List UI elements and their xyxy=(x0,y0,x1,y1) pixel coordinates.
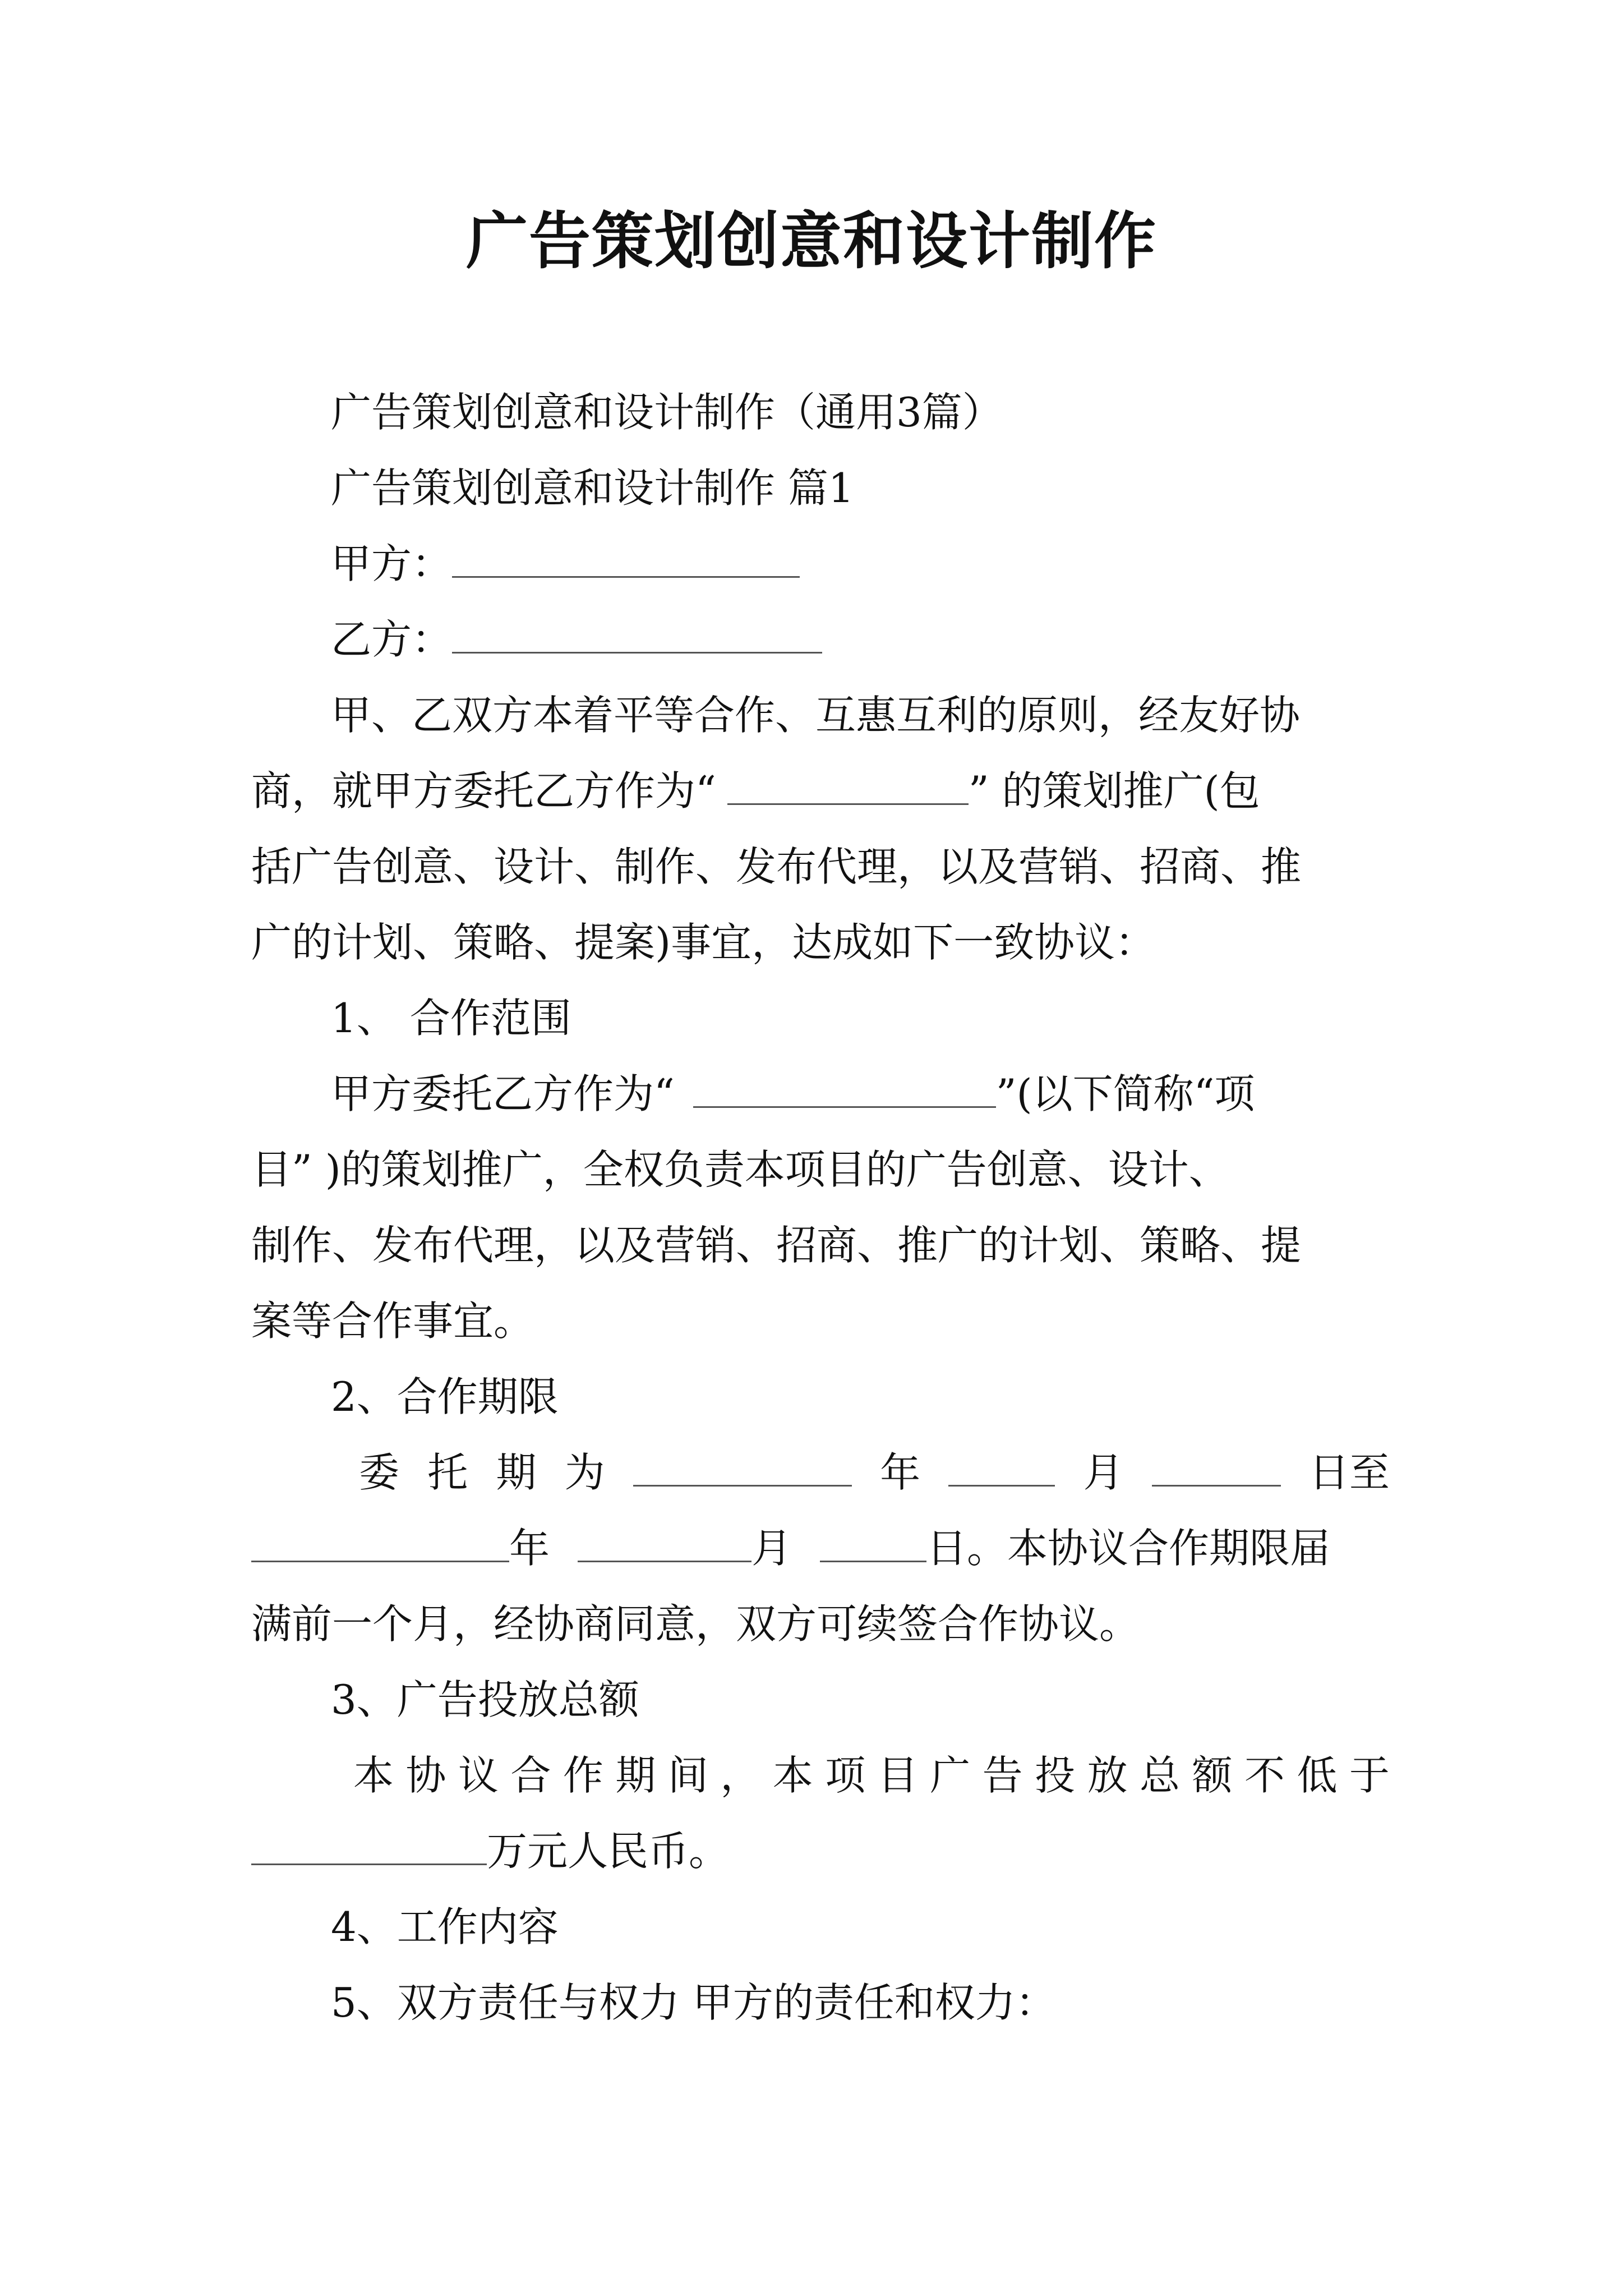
para4-char: 放 xyxy=(1087,1752,1128,1799)
para3-line2-rest: 日。本协议合作期限届 xyxy=(926,1525,1331,1572)
item2-heading: 2、合作期限 xyxy=(331,1373,559,1420)
para4-char: 合 xyxy=(510,1752,551,1799)
end-month-blank xyxy=(578,1521,751,1562)
para1-line3: 括广告创意、设计、制作、发布代理，以及营销、招商、推 xyxy=(251,843,1302,890)
para4-char: 目 xyxy=(877,1752,918,1799)
party-b-label: 乙方： xyxy=(331,616,453,663)
para3-word: 期 xyxy=(496,1449,537,1496)
para4-char: 本 xyxy=(772,1752,813,1799)
party-a-label: 甲方： xyxy=(331,540,453,587)
para3-word: 为 xyxy=(564,1449,605,1496)
item3-heading: 3、广告投放总额 xyxy=(331,1676,639,1723)
para3-word: 托 xyxy=(427,1449,468,1496)
para2-line2: 目” )的策划推广，全权负责本项目的广告创意、设计、 xyxy=(251,1146,1229,1193)
para4-line2 xyxy=(251,1823,729,1879)
start-year-blank xyxy=(633,1446,852,1487)
document-title: 广告策划创意和设计制作 xyxy=(466,205,1157,277)
item1-heading: 1、 合作范围 xyxy=(331,995,571,1042)
section-heading: 广告策划创意和设计制作 篇1 xyxy=(331,464,854,512)
subtitle: 广告策划创意和设计制作（通用3篇） xyxy=(331,389,1003,436)
item4-heading: 4、工作内容 xyxy=(331,1903,559,1950)
item5-heading: 5、双方责任与权力 甲方的责任和权力： xyxy=(331,1979,1056,2026)
para4-char: 广 xyxy=(930,1752,971,1799)
start-month-blank xyxy=(948,1446,1055,1487)
start-day-blank xyxy=(1152,1446,1281,1487)
para4-char: 作 xyxy=(562,1752,603,1799)
project-name-blank-2 xyxy=(693,1067,996,1108)
para1-line4: 广的计划、策略、提案)事宜，达成如下一致协议： xyxy=(251,919,1156,966)
year-label: 年 xyxy=(880,1449,921,1496)
para1-line2-start: 商，就甲方委托乙方作为“ xyxy=(251,767,716,815)
para2-line1 xyxy=(331,1066,1255,1122)
end-year-label: 年 xyxy=(509,1525,550,1572)
para4-char: 不 xyxy=(1244,1752,1285,1799)
day-to-label: 日至 xyxy=(1308,1449,1390,1496)
para4-char: ， xyxy=(720,1752,761,1799)
para4-char: 额 xyxy=(1192,1752,1233,1799)
para3-word: 委 xyxy=(359,1449,400,1496)
para4-char: 协 xyxy=(405,1752,446,1799)
para4-char: 于 xyxy=(1349,1752,1390,1799)
end-year-blank xyxy=(251,1521,509,1562)
para4-char: 间 xyxy=(667,1752,708,1799)
para4-line2-end: 万元人民币。 xyxy=(487,1828,730,1875)
amount-blank xyxy=(251,1824,487,1865)
para4-line1 xyxy=(353,1747,1390,1803)
para2-line4: 案等合作事宜。 xyxy=(251,1297,534,1345)
para1-line2 xyxy=(251,763,1260,819)
end-month-label: 月 xyxy=(751,1525,792,1572)
para4-char: 低 xyxy=(1297,1752,1338,1799)
para3-line2 xyxy=(251,1520,1330,1576)
para4-char: 总 xyxy=(1140,1752,1181,1799)
para4-char: 项 xyxy=(825,1752,866,1799)
para1-line1: 甲、乙双方本着平等合作、互惠互利的原则，经友好协 xyxy=(331,692,1301,739)
para3-line1 xyxy=(359,1444,1390,1501)
para4-char: 本 xyxy=(353,1752,394,1799)
para2-line1-start: 甲方委托乙方作为“ xyxy=(331,1070,688,1117)
para3-line3: 满前一个月，经协商同意，双方可续签合作协议。 xyxy=(251,1600,1140,1648)
party-a-line xyxy=(331,536,800,592)
month-label: 月 xyxy=(1083,1449,1124,1496)
para4-char: 期 xyxy=(615,1752,656,1799)
para1-line2-end: ” 的策划推广(包 xyxy=(968,767,1260,815)
project-name-blank xyxy=(727,764,969,805)
para4-char: 告 xyxy=(982,1752,1023,1799)
para4-char: 议 xyxy=(458,1752,499,1799)
party-a-blank xyxy=(452,537,800,578)
party-b-blank xyxy=(452,613,822,654)
para2-line3: 制作、发布代理，以及营销、招商、推广的计划、策略、提 xyxy=(251,1222,1302,1269)
para4-char: 投 xyxy=(1035,1752,1076,1799)
party-b-line xyxy=(331,611,822,668)
end-day-blank xyxy=(820,1521,926,1562)
para2-line1-end: ”(以下简称“项 xyxy=(995,1070,1255,1117)
